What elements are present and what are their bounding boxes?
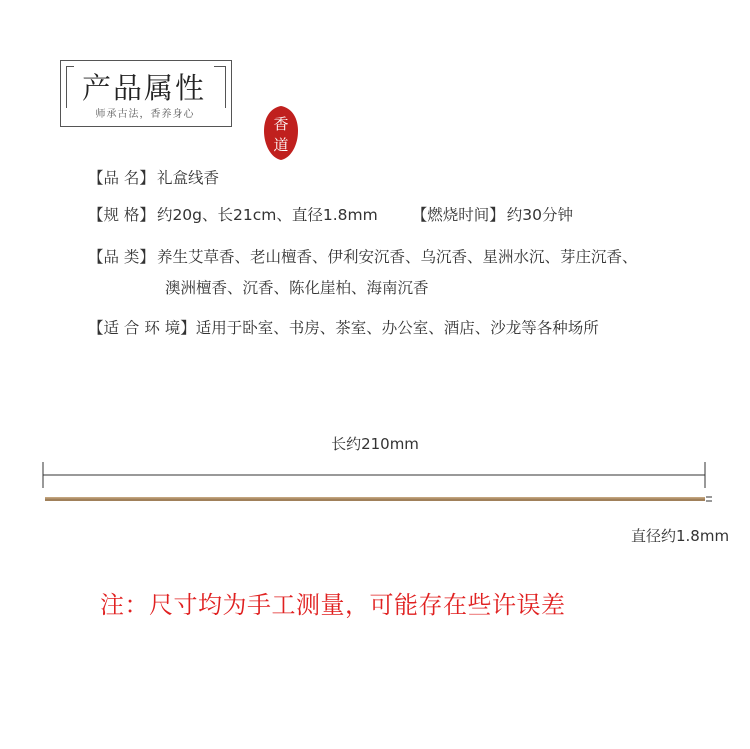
attr-name-label: 【品 名】 — [88, 169, 155, 187]
attr-category-label: 【品 类】 — [88, 248, 155, 266]
seal-char-1: 香 — [273, 115, 289, 133]
diameter-label: 直径约1.8mm — [631, 527, 730, 545]
seal-icon — [261, 104, 301, 162]
attr-category-row — [88, 246, 637, 268]
attr-name-value: 礼盒线香 — [156, 169, 219, 187]
length-label: 长约210mm — [331, 435, 419, 453]
attr-env-label: 【适 合 环 境】 — [88, 319, 196, 337]
attr-env-value: 适用于卧室、书房、茶室、办公室、酒店、沙龙等各种场所 — [195, 319, 599, 337]
attr-category-row2 — [165, 277, 429, 299]
attr-name-row — [88, 167, 219, 189]
attr-spec-label: 【规 格】 — [88, 206, 155, 224]
attr-category-line2: 澳洲檀香、沉香、陈化崖柏、海南沉香 — [165, 279, 429, 297]
attr-spec-row — [88, 204, 573, 226]
attr-spec-value: 约20g、长21cm、直径1.8mm — [156, 206, 378, 224]
dimension-diagram — [0, 455, 750, 515]
attr-category-line1: 养生艾草香、老山檀香、伊利安沉香、乌沉香、星洲水沉、芽庄沉香、 — [156, 248, 638, 266]
incense-stick-highlight — [45, 497, 705, 499]
page-title: 产品属性 — [74, 66, 214, 107]
measurement-note: 注：尺寸均为手工测量，可能存在些许误差 — [100, 591, 566, 619]
seal-char-2: 道 — [273, 136, 289, 154]
page-subtitle: 师承古法，香养身心 — [62, 108, 228, 122]
attr-burn-label: 【燃烧时间】 — [411, 206, 505, 224]
attr-env-row — [88, 317, 599, 339]
attr-burn-value: 约30分钟 — [506, 206, 573, 224]
